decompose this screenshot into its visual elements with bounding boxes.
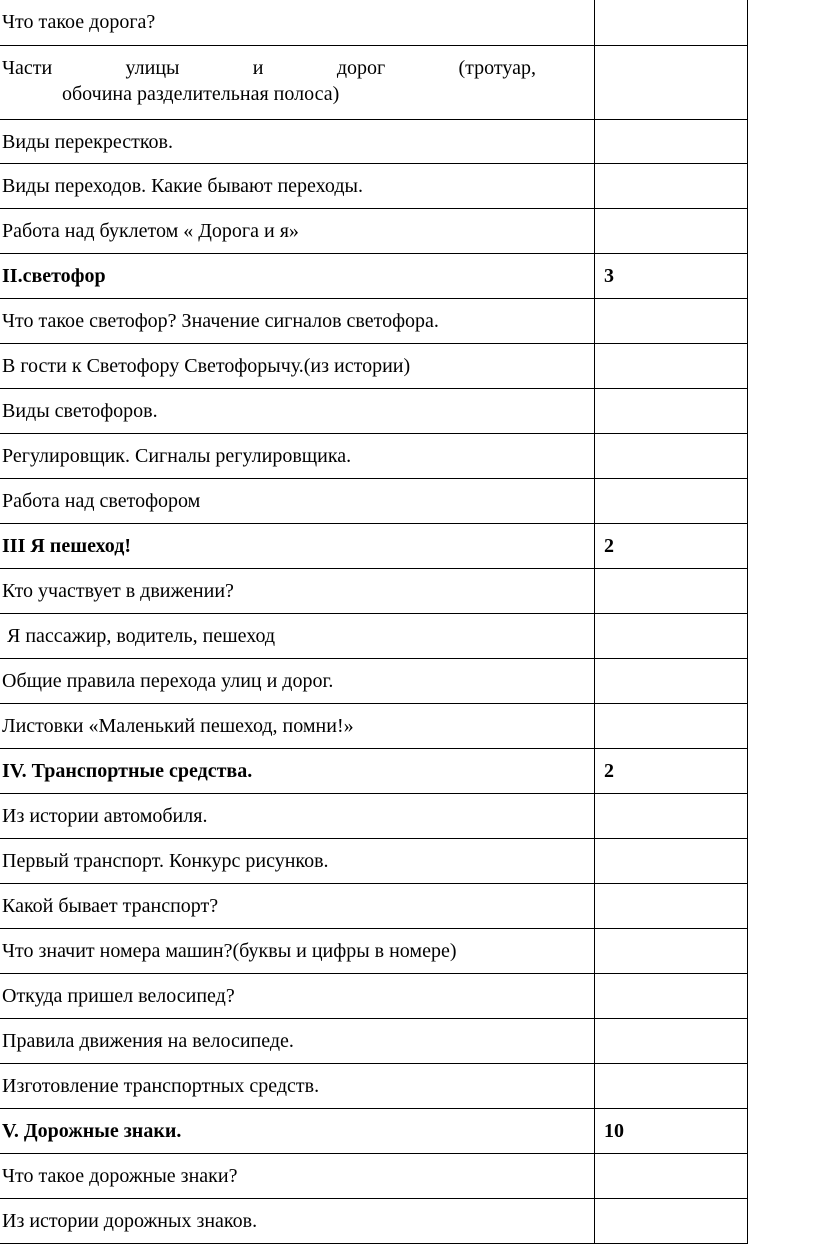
hours-cell bbox=[595, 1018, 748, 1063]
table-row bbox=[0, 703, 748, 748]
hours-cell bbox=[595, 163, 748, 208]
table-row bbox=[0, 973, 748, 1018]
topic-cell: Какой бывает транспорт? bbox=[0, 883, 595, 928]
table-row bbox=[0, 1153, 748, 1198]
hours-cell bbox=[595, 703, 748, 748]
hours-cell bbox=[595, 0, 748, 45]
section-hours: 2 bbox=[595, 748, 748, 793]
section-title: IV. Транспортные средства. bbox=[0, 748, 595, 793]
table-row bbox=[0, 568, 748, 613]
table-row bbox=[0, 1018, 748, 1063]
hours-cell bbox=[595, 568, 748, 613]
table-row bbox=[0, 613, 748, 658]
hours-cell bbox=[595, 343, 748, 388]
topic-cell: Правила движения на велосипеде. bbox=[0, 1018, 595, 1063]
table-row bbox=[0, 163, 748, 208]
section-title: V. Дорожные знаки. bbox=[0, 1108, 595, 1153]
hours-cell bbox=[595, 793, 748, 838]
section-row bbox=[0, 523, 748, 568]
table-row bbox=[0, 208, 748, 253]
section-hours: 10 bbox=[595, 1108, 748, 1153]
hours-cell bbox=[595, 208, 748, 253]
topic-line-continued: обочина разделительная полоса) bbox=[62, 82, 340, 105]
topic-cell: В гости к Светофору Светофорычу.(из истории) bbox=[0, 343, 595, 388]
topic-cell: Откуда пришел велосипед? bbox=[0, 973, 595, 1018]
table-row bbox=[0, 1198, 748, 1243]
hours-cell bbox=[595, 1198, 748, 1243]
hours-cell bbox=[595, 838, 748, 883]
topic-cell: Что такое светофор? Значение сигналов светофора. bbox=[0, 298, 595, 343]
hours-cell bbox=[595, 1153, 748, 1198]
table-row bbox=[0, 343, 748, 388]
topic-cell: Работа над светофором bbox=[0, 478, 595, 523]
section-hours: 3 bbox=[595, 253, 748, 298]
table-row bbox=[0, 658, 748, 703]
hours-cell bbox=[595, 388, 748, 433]
topic-cell: Виды светофоров. bbox=[0, 388, 595, 433]
section-row bbox=[0, 1108, 748, 1153]
hours-cell bbox=[595, 433, 748, 478]
table-row bbox=[0, 883, 748, 928]
topic-cell: Общие правила перехода улиц и дорог. bbox=[0, 658, 595, 703]
topic-cell: Работа над буклетом « Дорога и я» bbox=[0, 208, 595, 253]
hours-cell bbox=[595, 298, 748, 343]
hours-cell bbox=[595, 658, 748, 703]
table-row bbox=[0, 478, 748, 523]
topic-line: Части улицы и дорог (тротуар, bbox=[2, 56, 536, 79]
table-row bbox=[0, 1063, 748, 1108]
topic-cell: Я пассажир, водитель, пешеход bbox=[0, 613, 595, 658]
topic-cell: Виды переходов. Какие бывают переходы. bbox=[0, 163, 595, 208]
topic-cell: Регулировщик. Сигналы регулировщика. bbox=[0, 433, 595, 478]
topic-cell: Изготовление транспортных средств. bbox=[0, 1063, 595, 1108]
hours-cell bbox=[595, 119, 748, 163]
topic-cell: Кто участвует в движении? bbox=[0, 568, 595, 613]
topic-cell bbox=[0, 45, 595, 119]
table-row bbox=[0, 433, 748, 478]
hours-cell bbox=[595, 928, 748, 973]
topic-cell: Виды перекрестков. bbox=[0, 119, 595, 163]
topic-cell: Что значит номера машин?(буквы и цифры в номере) bbox=[0, 928, 595, 973]
section-title: III Я пешеход! bbox=[0, 523, 595, 568]
table-row bbox=[0, 0, 748, 45]
table-row bbox=[0, 119, 748, 163]
topic-cell: Из истории автомобиля. bbox=[0, 793, 595, 838]
section-title: II.светофор bbox=[0, 253, 595, 298]
table-row bbox=[0, 388, 748, 433]
section-row bbox=[0, 253, 748, 298]
topic-cell: Что такое дорожные знаки? bbox=[0, 1153, 595, 1198]
table-row bbox=[0, 793, 748, 838]
table-row bbox=[0, 928, 748, 973]
topic-cell: Листовки «Маленький пешеход, помни!» bbox=[0, 703, 595, 748]
hours-cell bbox=[595, 1063, 748, 1108]
hours-cell bbox=[595, 613, 748, 658]
table-row bbox=[0, 45, 748, 119]
topic-cell: Первый транспорт. Конкурс рисунков. bbox=[0, 838, 595, 883]
section-row bbox=[0, 748, 748, 793]
topic-cell: Из истории дорожных знаков. bbox=[0, 1198, 595, 1243]
table-row bbox=[0, 838, 748, 883]
table-row bbox=[0, 298, 748, 343]
hours-cell bbox=[595, 973, 748, 1018]
hours-cell bbox=[595, 883, 748, 928]
section-hours: 2 bbox=[595, 523, 748, 568]
topic-cell: Что такое дорога? bbox=[0, 0, 595, 45]
hours-cell bbox=[595, 478, 748, 523]
hours-cell bbox=[595, 45, 748, 119]
